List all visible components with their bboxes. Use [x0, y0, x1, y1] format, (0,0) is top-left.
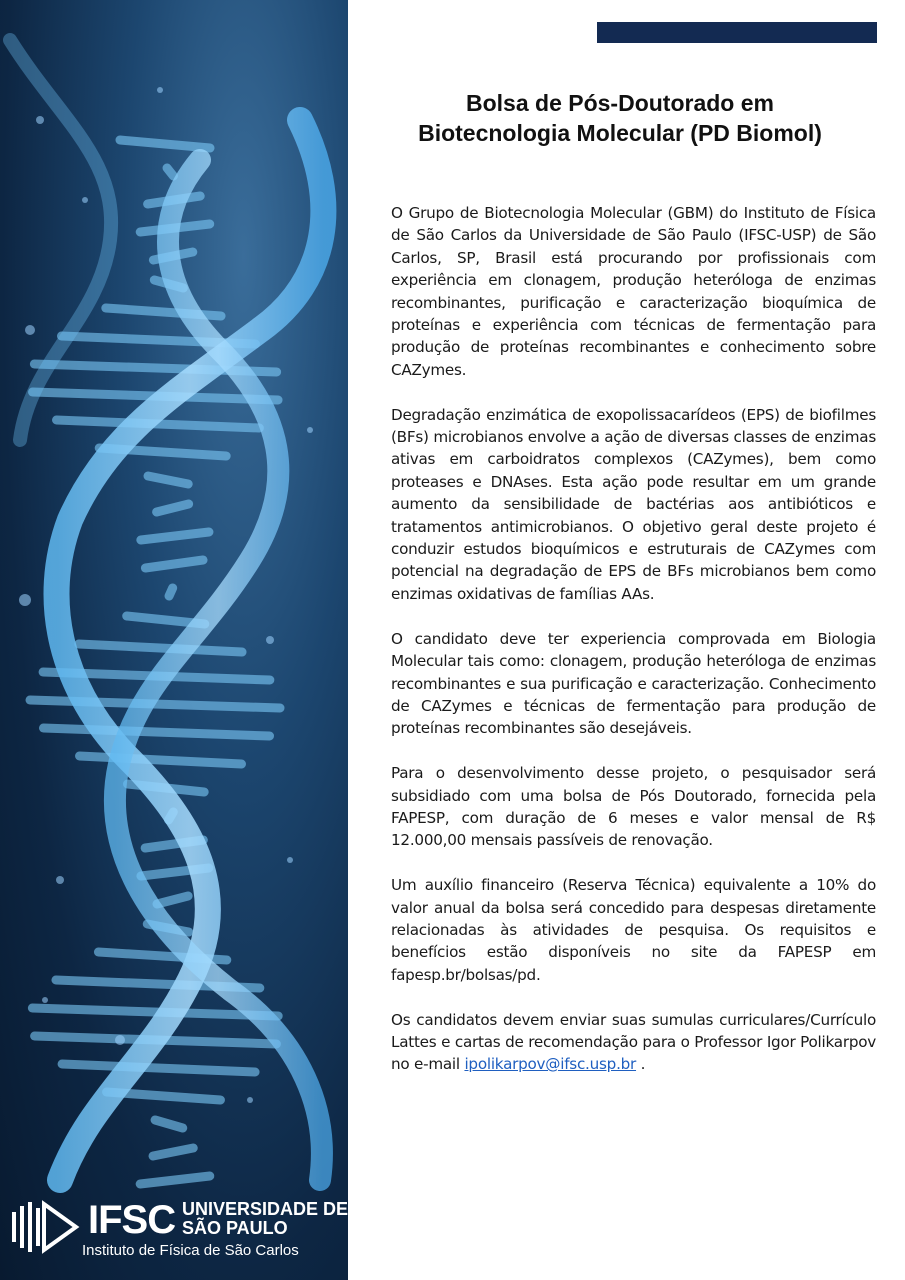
dna-rung	[141, 532, 209, 540]
dna-rung	[120, 140, 210, 148]
paragraph-application	[391, 1009, 876, 1076]
paragraph-intro: O Grupo de Biotecnologia Molecular (GBM) do Instituto de Física de São Carlos da Universidade de São Paulo (IFSC-USP) de São Carlos, SP, Brasil está procurando por profissionais com experiência em clonagem, produção heteróloga de enzimas recombinantes, purificação e caracterização bioquímica de proteínas e experiência com técnicas de fermentação para produção de proteínas recombinantes e conhecimento sobre CAZymes.	[391, 204, 876, 379]
dna-rung	[153, 1148, 193, 1156]
paragraph-reserve: Um auxílio financeiro (Reserva Técnica) equivalente a 10% do valor anual da bolsa será concedido para despesas diretamente relacionadas às atividades de pesquisa. Os requisitos e benefícios estão disponíveis no site da FAPESP em fapesp.br/bolsas/pd.	[391, 876, 876, 984]
dna-helix-illustration	[0, 0, 348, 1280]
paragraph-project: Degradação enzimática de exopolissacarídeos (EPS) de biofilmes (BFs) microbianos envolve a ação de diversas classes de enzimas ativas em carboidratos complexos (CAZymes), bem como proteases e DNAses. Esta ação pode resultar em um grande aumento da sensibilidade de bactérias aos antibióticos e tratamentos antimicrobianos. O objetivo geral deste projeto é conduzir estudos bioquímicos e estruturais de CAZymes com potencial na degradação de EPS de BFs microbianos bem como enzimas oxidativas de famílias AAs.	[391, 405, 876, 603]
header-accent-bar	[597, 22, 877, 43]
application-text: Os candidatos devem enviar suas sumulas curriculares/Currículo Lattes e cartas de recomendação para o Professor Igor Polikarpov no e-mail	[391, 1010, 876, 1074]
dna-strand-background	[10, 40, 111, 440]
dna-rung	[167, 168, 173, 176]
page-title	[360, 88, 880, 148]
dna-rung	[79, 644, 242, 652]
logo-university-name: UNIVERSIDADE DE SÃO PAULO	[182, 1199, 348, 1238]
logo-acronym: IFSC	[88, 1198, 176, 1242]
dna-rung	[80, 756, 242, 764]
paragraph-requirements: O candidato deve ter experiencia comprovada em Biologia Molecular tais como: clonagem, produção heteróloga de enzimas recombinantes e sua purificação e caracterização. Conhecimento de CAZymes e técnicas de fermentação para produção de proteínas recombinantes são desejáveis.	[391, 629, 876, 738]
dna-rung	[157, 504, 189, 512]
dna-rung	[169, 588, 173, 596]
dna-rung	[155, 1120, 183, 1128]
dna-rung	[43, 728, 269, 736]
dna-rung	[148, 476, 188, 484]
contact-email-link[interactable]: ipolikarpov@ifsc.usp.br	[464, 1055, 637, 1074]
dna-rung	[62, 1064, 255, 1072]
title-line-1: Bolsa de Pós-Doutorado em	[466, 90, 774, 116]
logo-institute-name: Instituto de Física de São Carlos	[82, 1242, 299, 1259]
dna-rung	[145, 560, 203, 568]
announcement-body	[391, 202, 876, 1098]
title-line-2: Biotecnologia Molecular (PD Biomol)	[418, 120, 822, 146]
paragraph-funding: Para o desenvolvimento desse projeto, o pesquisador será subsidiado com uma bolsa de Pós Doutorado, fornecida pela FAPESP, com duração de 6 meses e valor mensal de R$ 12.000,00 mensais passíveis de renovação.	[391, 764, 876, 850]
dna-image-panel	[0, 0, 348, 1280]
dna-rung	[157, 896, 188, 904]
ifsc-usp-logo	[10, 1198, 348, 1266]
closing-punctuation: .	[636, 1055, 646, 1074]
ifsc-emblem-icon	[10, 1198, 80, 1256]
dna-rung	[140, 1176, 210, 1184]
